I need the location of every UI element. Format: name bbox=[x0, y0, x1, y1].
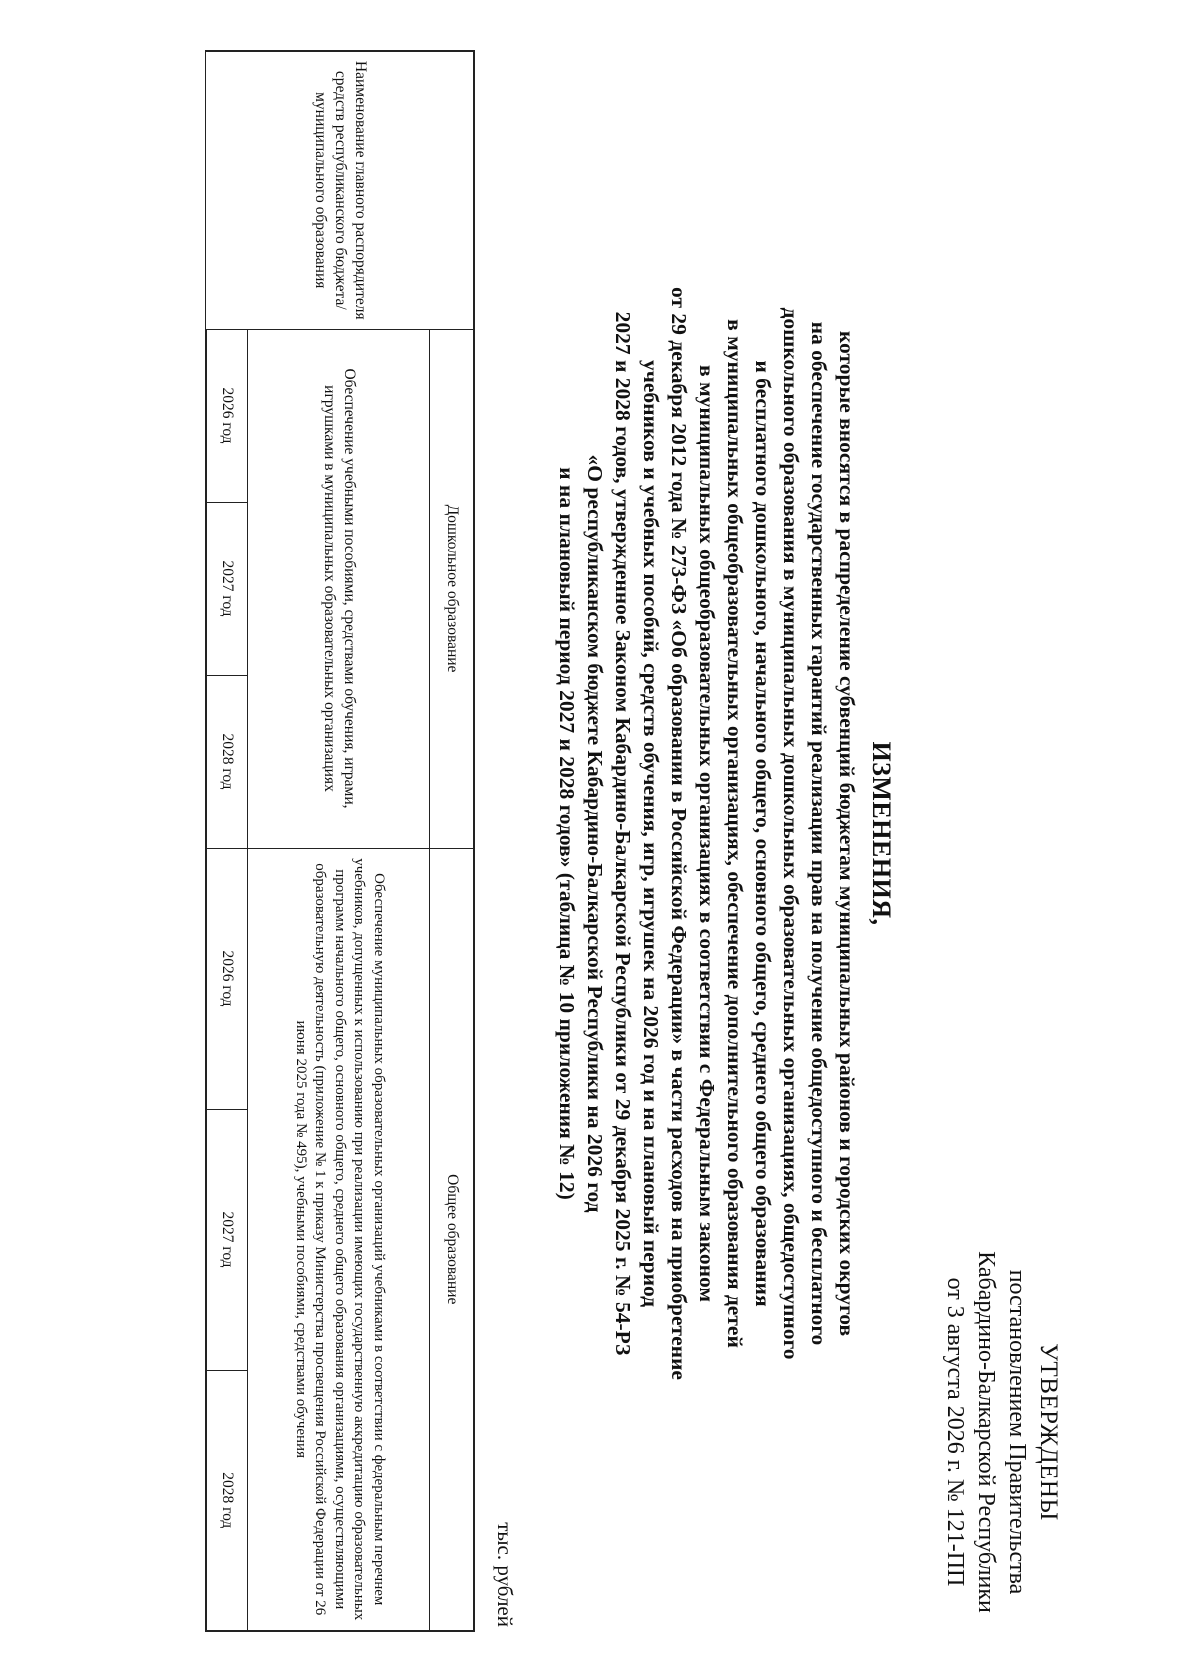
subtitle-line: в муниципальных общеобразовательных организациях в соответствии с Федеральным законом bbox=[695, 364, 719, 1303]
approval-line-2: Кабардино-Балкарской Республики bbox=[973, 1251, 999, 1613]
year-header-general-2028: 2028 год bbox=[206, 1370, 248, 1631]
preschool-description: Обеспечение учебными пособиями, средствами обучения, играми, игрушками в муниципальных образовательных организациях bbox=[248, 329, 430, 848]
year-header-preschool-2028: 2028 год bbox=[206, 675, 248, 848]
approval-stamp bbox=[939, 1222, 1064, 1642]
approval-heading: УТВЕРЖДЕНЫ bbox=[1035, 1343, 1062, 1521]
subtitle-line: которые вносятся в распределение субвенций бюджетам муниципальных районов и городских округов bbox=[835, 330, 859, 1337]
general-description: Обеспечение муниципальных образовательных организаций учебниками в соответствии с федеральным перечнем учебников, допущенных к использованию при реализации имеющих государственную аккредитацию образовательных программ начального общего, основного общего, среднего общего образования организациями, осуществляющими образовательную деятельность (приложение № 1 к приказу Министерства просвещения Российской Федерации от 26 июня 2025 года № 495), учебными пособиями, средствами обучения bbox=[248, 848, 430, 1631]
document-subtitle bbox=[553, 170, 861, 1497]
subtitle-line: дошкольного образования в муниципальных дошкольных образовательных организациях, общедоступного bbox=[779, 307, 803, 1360]
year-header-general-2027: 2027 год bbox=[206, 1109, 248, 1370]
approval-line-1: постановлением Правительства bbox=[1004, 1269, 1030, 1595]
document-title: ИЗМЕНЕНИЯ, bbox=[867, 741, 896, 926]
year-header-preschool-2026: 2026 год bbox=[206, 329, 248, 502]
subtitle-line: и бесплатного дошкольного, начального общего, основного общего, среднего общего образования bbox=[751, 360, 775, 1307]
subtitle-line: на обеспечение государственных гарантий реализации прав на получение общедоступного и бесплатного bbox=[807, 321, 831, 1346]
approval-line-3: от 3 августа 2026 г. № 121-ПП bbox=[942, 1277, 968, 1587]
distribution-table bbox=[205, 50, 475, 1632]
year-header-general-2026: 2026 год bbox=[206, 848, 248, 1109]
subtitle-line: «О республиканском бюджете Кабардино-Балкарской Республики на 2026 год bbox=[583, 454, 607, 1213]
units-label: тыс. рублей bbox=[493, 1522, 517, 1627]
column-header-recipient: Наименование главного распорядителя средств республиканского бюджета/ муниципального образования bbox=[206, 51, 474, 329]
subtitle-line: от 29 декабря 2012 года № 273-ФЗ «Об образовании в Российской Федерации» в части расходов на приобретение bbox=[667, 287, 691, 1380]
subtitle-line: учебников и учебных пособий, средств обучения, игр, игрушек на 2026 год и на плановый период bbox=[639, 359, 663, 1308]
subtitle-line: 2027 и 2028 годов, утвержденное Законом Кабардино-Балкарской Республики от 29 декабря 2025 г. № 54-РЗ bbox=[611, 311, 635, 1356]
subtitle-line: в муниципальных общеобразовательных организациях, обеспечение дополнительного образования детей bbox=[723, 319, 747, 1348]
column-header-preschool: Дошкольное образование bbox=[430, 329, 474, 848]
column-header-general: Общее образование bbox=[430, 848, 474, 1631]
year-header-preschool-2027: 2027 год bbox=[206, 502, 248, 675]
subtitle-line: и на плановый период 2027 и 2028 годов» (таблица № 10 приложения № 12) bbox=[555, 467, 579, 1200]
